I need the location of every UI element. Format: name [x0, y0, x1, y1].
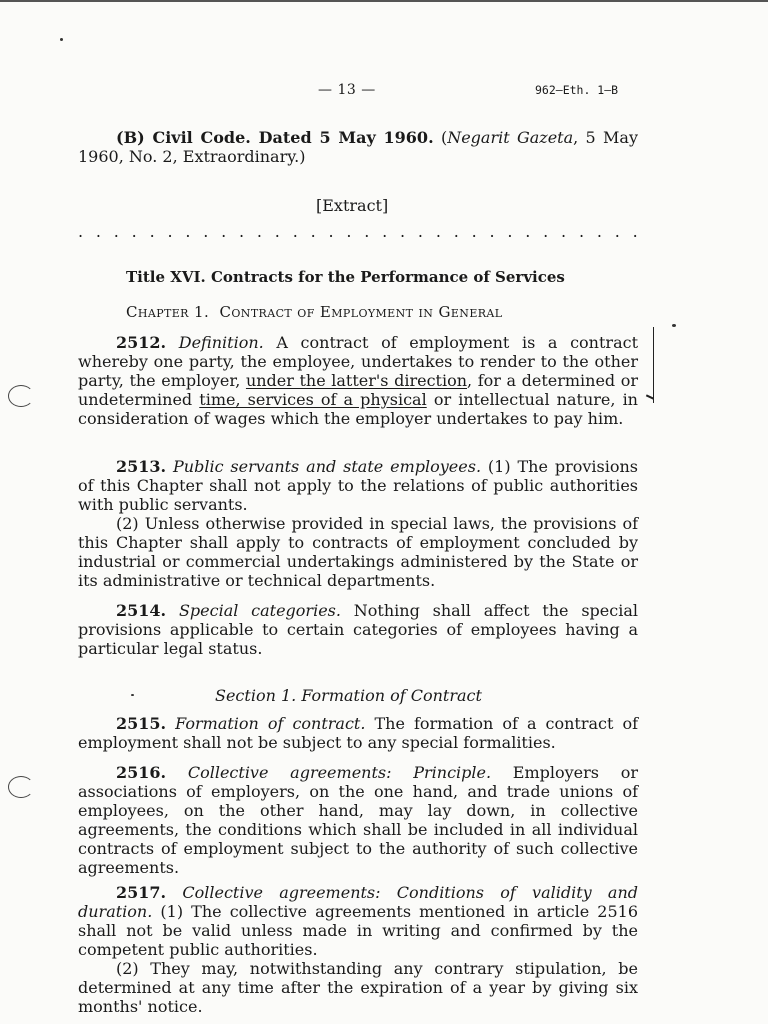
- article-text: (1) The collective agreements mentioned in article 2516 shall not be valid unless made in writing and confirmed by the competent public authorities.: [78, 902, 638, 959]
- source-details: , 5 May 1960, No. 2, Extraordinary.): [78, 128, 638, 166]
- article-paragraph: (2) They may, notwithstanding any contrary stipulation, be determined at any time after the expiration of a year by giving six months' notice.: [78, 959, 638, 1016]
- article-text: The formation of a contract of employment shall not be subject to any special formalities.: [78, 714, 639, 752]
- scan-speck: [60, 38, 63, 41]
- margin-bracket: [647, 327, 654, 403]
- chapter-heading: [126, 303, 502, 321]
- article-text: or intellectual nature, in consideration of wages which the employer undertakes to pay him.: [78, 390, 638, 428]
- article-2513: [78, 457, 638, 590]
- chapter-number: Chapter 1.: [126, 303, 210, 321]
- article-heading: Definition.: [178, 333, 264, 352]
- article-text: (1) The provisions of this Chapter shall not apply to the relations of public authorities with public servants.: [78, 457, 638, 514]
- underlined-phrase: under the latter's direction: [245, 371, 468, 390]
- article-text: , for a determined or undetermined: [78, 371, 639, 409]
- article-heading: Collective agreements: Conditions of validity and duration.: [78, 883, 638, 921]
- page-number: — 13 —: [318, 82, 376, 98]
- article-2515: [78, 714, 638, 752]
- article-2517: [78, 883, 638, 1016]
- article-number: 2513.: [116, 457, 167, 476]
- punch-hole-mark: [8, 776, 34, 798]
- scan-speck: [131, 694, 134, 696]
- article-heading: Special categories.: [178, 601, 341, 620]
- chapter-name: Contract of Employment in General: [219, 303, 503, 321]
- scan-top-edge: [0, 0, 768, 2]
- article-paragraph: (2) Unless otherwise provided in special laws, the provisions of this Chapter shall apply to contracts of employment concluded by industrial or commercial undertakings administered by the State or its administrative or technical departments.: [78, 514, 638, 590]
- code-label: (B) Civil Code. Dated 5 May 1960.: [116, 128, 434, 147]
- punch-hole-mark: [8, 385, 34, 407]
- article-number: 2517.: [116, 883, 167, 902]
- underlined-phrase: time, services of a physical: [199, 390, 427, 409]
- article-heading: Formation of contract.: [175, 714, 366, 733]
- ellipsis-divider: . . . . . . . . . . . . . . . . . . . . . . . . . . . . . . . .: [78, 222, 638, 241]
- article-2512: [78, 333, 638, 428]
- article-text: A contract of employment is a contract whereby one party, the employee, undertakes to render to the other party, the employer,: [78, 333, 638, 390]
- document-reference: 962—Eth. 1—B: [535, 83, 619, 97]
- article-number: 2516.: [116, 763, 167, 782]
- article-2514: [78, 601, 638, 658]
- source-open: (: [440, 128, 448, 147]
- code-heading: [78, 128, 638, 166]
- section-heading: Section 1. Formation of Contract: [215, 686, 482, 705]
- article-number: 2515.: [116, 714, 167, 733]
- article-2516: [78, 763, 638, 877]
- article-number: 2514.: [116, 601, 167, 620]
- title-heading: Title XVI. Contracts for the Performance of Services: [126, 268, 565, 286]
- article-heading: Public servants and state employees.: [173, 457, 482, 476]
- scan-speck: [672, 324, 676, 327]
- article-text: Employers or associations of employers, on the one hand, and trade unions of employees, on the other hand, may lay down, in collective agreements, the conditions which shall be included in all individual contracts of employment subject to the authority of such collective agreements.: [78, 763, 639, 877]
- article-text: Nothing shall affect the special provisions applicable to certain categories of employees having a particular legal status.: [78, 601, 639, 658]
- source-title: Negarit Gazeta: [447, 128, 574, 147]
- extract-label: [Extract]: [316, 196, 389, 215]
- article-number: 2512.: [116, 333, 167, 352]
- article-heading: Collective agreements: Principle.: [187, 763, 492, 782]
